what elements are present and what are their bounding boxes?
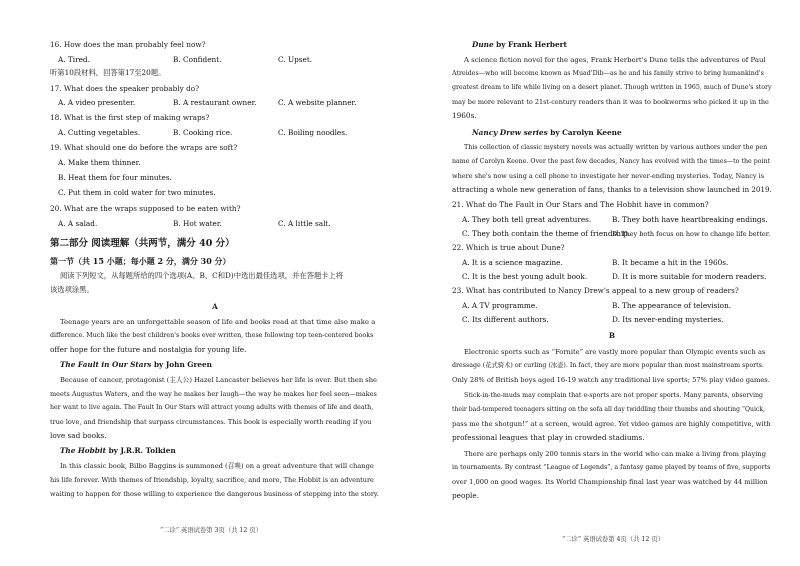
passage-a-p3-l2: his life forever. With themes of friendship, loyalty, sacrifice, and more, The Hobbit is an adventure xyxy=(50,476,374,484)
passage-a-p4-l2: Atreides—who will become known as Muad'Dib—as he and his family strive to bring humankind's xyxy=(452,70,764,77)
part-two-heading: 第二部分 阅读理解（共两节，满分 40 分） xyxy=(50,238,235,249)
q23-option-a: A. A TV programme. xyxy=(462,301,538,310)
passage-b-p2-l1: Stick-in-the-muds may complain that e-sports are not proper sports. Many parents, observing xyxy=(464,392,764,399)
q16-stem: 16. How does the man probably feel now? xyxy=(50,40,206,49)
q23-option-d: D. Its never-ending mysteries. xyxy=(612,315,724,324)
q20-option-c: C. A little salt. xyxy=(278,219,331,228)
passage-a-p1-l2: difference. Much like the best children's books ever written, these following top teen-centered books xyxy=(50,332,374,339)
q17-option-c: C. A website planner. xyxy=(278,98,357,107)
passage-a-p5-l3: where she's now using a cell phone to investigate her never-ending mysteries. Today, Nancy is xyxy=(452,172,765,180)
right-footer: “二诊” 英语试卷第 4页（共 12 页） xyxy=(562,536,665,543)
passage-a-p1-l3: offer hope for the future and nostalgia for young life. xyxy=(50,345,247,354)
book-heading-fault: The Fault in Our Stars by John Green xyxy=(60,360,212,369)
passage-a-p4-l3: greatest dream to life while living on a desert planet. Though written in 1965, much of Dune's story xyxy=(452,84,772,91)
section-one-heading: 第一节（共 15 小题；每小题 2 分，满分 30 分） xyxy=(50,256,231,266)
q21-option-a: A. They both tell great adventures. xyxy=(462,215,592,224)
q16-option-a: A. Tired. xyxy=(58,55,90,64)
passage-a-p5-l1: This collection of classic mystery novels was actually written by various authors under the pen xyxy=(464,144,768,151)
q18-option-c: C. Boiling noodles. xyxy=(278,128,348,137)
q21-stem: 21. What do The Fault in Our Stars and The Hobbit have in common? xyxy=(452,200,709,209)
passage-b-p3-l1: There are perhaps only 200 tennis stars in the world who can make a living from playing xyxy=(464,450,766,458)
book-heading-hobbit: The Hobbit by J.R.R. Tolkien xyxy=(60,446,176,455)
q19-option-a: A. Make them thinner. xyxy=(58,158,141,167)
q17-option-a: A. A video presenter. xyxy=(58,98,136,107)
passage-b-p1-l2: dressage (花式骑术) or curling (冰壶). In fact, they are more popular than most mainstream sports. xyxy=(452,362,764,369)
passage-b-p3-l2: in tournaments. By contrast “League of Legends”, a fantasy game played by teams of five, supports xyxy=(452,464,771,471)
passage-a-p4-l1: A science fiction novel for the ages, Frank Herbert's Dune tells the adventures of Paul xyxy=(464,56,766,64)
q22-option-a: A. It is a science magazine. xyxy=(462,258,563,267)
passage-b-p1-l3: Only 28% of British boys aged 16-19 watch any traditional live sports; 57% play video games. xyxy=(452,376,770,384)
q20-option-b: B. Hot water. xyxy=(173,219,222,228)
passage-a-p5-l2: name of Carolyn Keene. Over the past few decades, Nancy has evolved with the times—to the point xyxy=(452,158,771,165)
passage-b-p2-l3: pass me the shotgun!” at a screen, would agree. Yet video games are highly competitive, with xyxy=(452,420,771,428)
q23-option-c: C. Its different authors. xyxy=(462,315,549,324)
passage-b-label: B xyxy=(608,331,616,340)
q21-option-d: D. They both focus on how to change life better. xyxy=(612,230,771,238)
book-heading-dune: Dune by Frank Herbert xyxy=(472,40,567,49)
instructions-line-1: 阅读下列短文，从每题所给的四个选项(A、B、C和D)中选出最佳选项，并在答题卡上将 xyxy=(60,271,344,280)
passage-b-p1-l1: Electronic sports such as “Fornite” are vastly more popular than Olympic events such as xyxy=(464,348,766,356)
passage-b-p2-l2: their bad-tempered teenagers sitting on the sofa all day twiddling their thumbs and shouting “Quick, xyxy=(452,406,765,413)
q17-option-b: B. A restaurant owner. xyxy=(173,98,257,107)
passage-a-p3-l3: waiting to happen for those willing to experience the dangerous business of stepping into the story. xyxy=(50,490,379,498)
q21-option-b: B. They both have heartbreaking endings. xyxy=(612,215,768,224)
passage-b-p3-l3: over 1,000 on good wages. Its World Championship final last year was watched by 44 million xyxy=(452,478,768,486)
q23-stem: 23. What has contributed to Nancy Drew's appeal to a new group of readers? xyxy=(452,286,739,295)
q22-option-d: D. It is more suitable for modern readers. xyxy=(612,272,767,281)
q18-option-a: A. Cutting vegetables. xyxy=(58,128,141,137)
left-footer: “二诊” 英语试卷第 3页（共 12 页） xyxy=(160,527,263,534)
q22-option-c: C. It is the best young adult book. xyxy=(462,272,588,281)
q20-option-a: A. A salad. xyxy=(58,219,98,228)
passage-a-p2-l3: her want to live again. The Fault In Our Stars will attract young adults with themes of life and death, xyxy=(50,404,374,411)
passage-a-p4-l5: 1960s. xyxy=(452,111,477,120)
passage-b-p3-l4: people. xyxy=(452,491,480,500)
listening-note: 听第10段材料，回答第17至20题。 xyxy=(50,68,166,77)
passage-a-label: A xyxy=(212,302,218,311)
q19-option-c: C. Put them in cold water for two minutes. xyxy=(58,188,216,197)
q23-option-b: B. The appearance of television. xyxy=(612,301,732,310)
passage-a-p2-l2: meets Augustus Waters, and the way he makes her laugh—the way he makes her feel seen—makes xyxy=(50,390,377,398)
q21-option-c: C. They both contain the theme of friendship. xyxy=(462,229,631,238)
passage-a-p2-l5: love sad books. xyxy=(50,431,107,440)
book-heading-nancy: Nancy Drew series by Carolyn Keene xyxy=(472,128,622,137)
instructions-line-2: 该选项涂黑。 xyxy=(50,285,94,294)
q19-stem: 19. What should one do before the wraps are soft? xyxy=(50,143,238,152)
q19-option-b: B. Heat them for four minutes. xyxy=(58,173,172,182)
passage-b-p2-l4: professional leagues that play in crowded stadiums. xyxy=(452,433,645,442)
q20-stem: 20. What are the wraps supposed to be eaten with? xyxy=(50,204,241,213)
passage-a-p1-l1: Teenage years are an unforgettable season of life and books read at that time also make a xyxy=(60,318,376,326)
passage-a-p3-l1: In this classic book, Bilbo Baggins is summoned (召唤) on a great adventure that will change xyxy=(60,462,374,470)
q17-stem: 17. What does the speaker probably do? xyxy=(50,84,200,93)
passage-a-p5-l4: attracting a whole new generation of fans, thanks to a television show launched in 2019. xyxy=(452,185,772,194)
q22-stem: 22. Which is true about Dune? xyxy=(452,243,565,252)
passage-a-p4-l4: may be more relevant to 21st-century readers than it was to bookworms who picked it up in the xyxy=(452,98,769,106)
q18-option-b: B. Cooking rice. xyxy=(173,128,233,137)
passage-a-p2-l4: true love, and friendship that surpass circumstances. This book is especially worth reading if you xyxy=(50,418,372,426)
q16-option-b: B. Confident. xyxy=(173,55,222,64)
q22-option-b: B. It became a hit in the 1960s. xyxy=(612,258,729,267)
q16-option-c: C. Upset. xyxy=(278,55,313,64)
passage-a-p2-l1: Because of cancer, protagonist (主人公) Hazel Lancaster believes her life is over. But then she xyxy=(60,376,378,384)
q18-stem: 18. What is the first step of making wraps? xyxy=(50,113,210,122)
